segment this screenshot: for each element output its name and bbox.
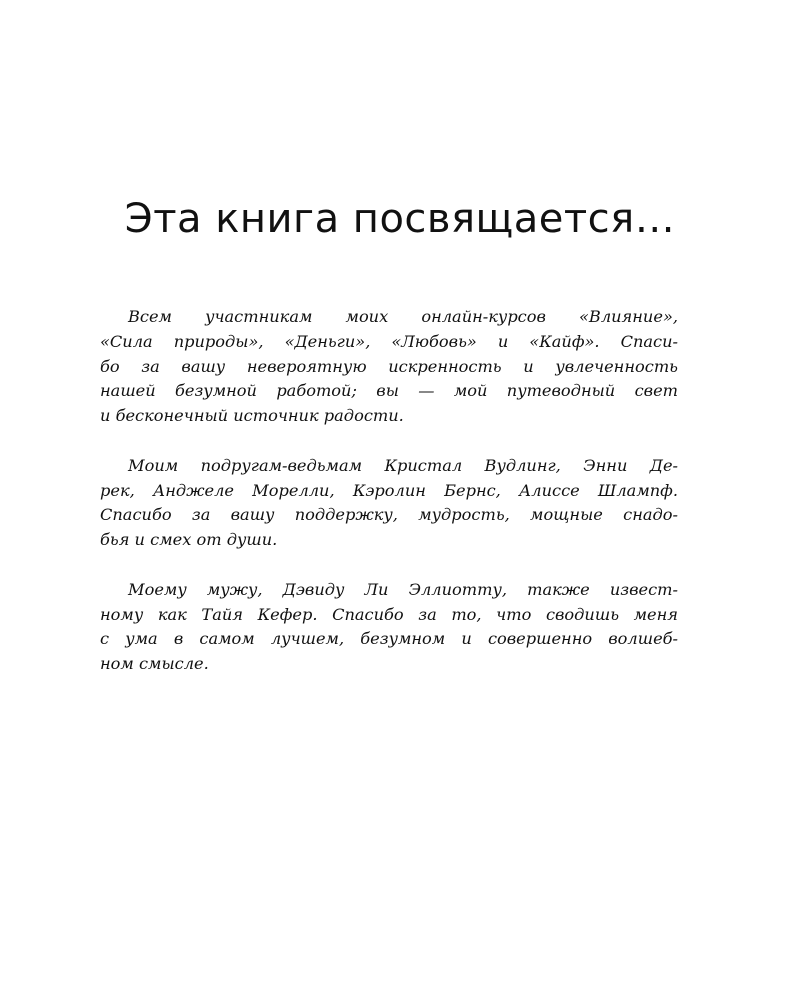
dedication-text <box>100 305 678 702</box>
text-line: бо за вашу невероятную искренность и увлеченность <box>100 356 678 376</box>
text-line: бья и смех от души. <box>100 530 278 550</box>
text-line: с ума в самом лучшем, безумном и совершенно волшеб- <box>100 629 678 649</box>
text-line: нашей безумной работой; вы — мой путеводный свет <box>100 381 678 401</box>
dedication-title: Эта книга посвящается… <box>124 195 676 242</box>
text-line: Моему мужу, Дэвиду Ли Эллиотту, также извест- <box>128 579 678 599</box>
text-line: и бесконечный источник радости. <box>100 406 404 426</box>
text-line: ном смысле. <box>100 654 209 674</box>
text-line: ному как Тайя Кефер. Спасибо за то, что сводишь меня <box>100 604 678 624</box>
text-line: рек, Анджеле Морелли, Кэролин Бернс, Алиссе Шлампф. <box>100 480 678 500</box>
text-line: Спасибо за вашу поддержку, мудрость, мощные снадо- <box>100 505 678 525</box>
text-line: Моим подругам-ведьмам Кристал Вудлинг, Энни Де- <box>128 455 678 475</box>
dedication-paragraph-husband <box>100 578 678 677</box>
dedication-paragraph-course-participants <box>100 305 678 429</box>
text-line: «Сила природы», «Деньги», «Любовь» и «Кайф». Спаси- <box>100 331 678 351</box>
dedication-paragraph-friends <box>100 454 678 553</box>
text-line: Всем участникам моих онлайн-курсов «Влияние», <box>128 307 678 326</box>
